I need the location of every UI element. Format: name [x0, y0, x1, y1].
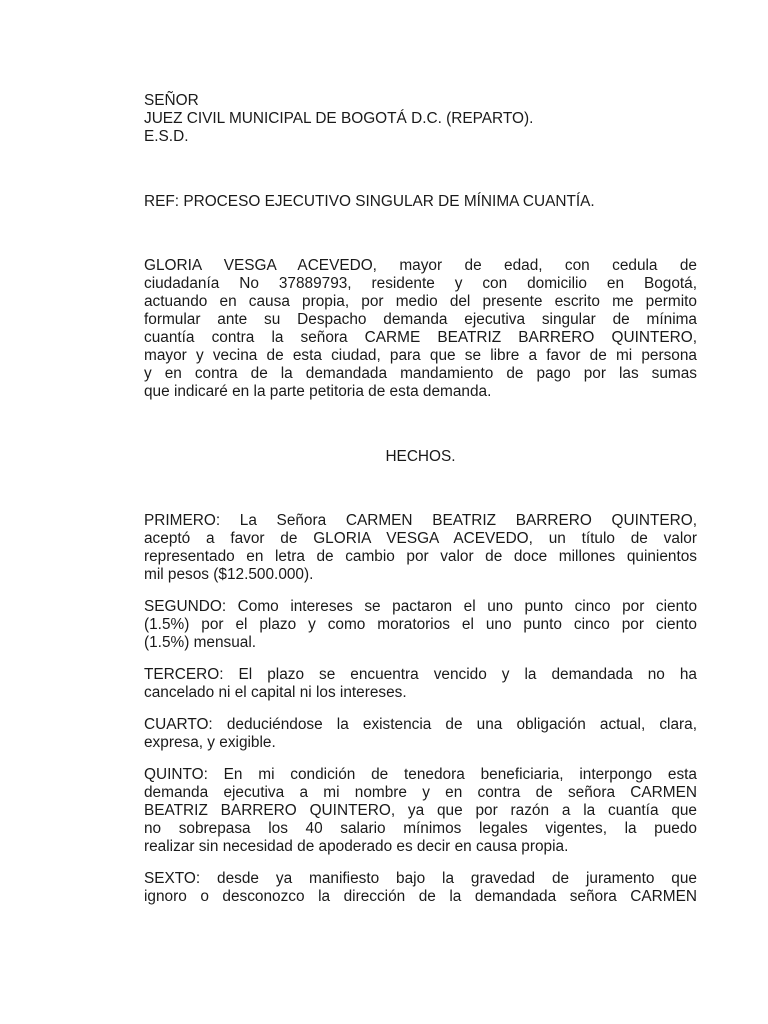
intro-line: y en contra de la demandada mandamiento de pago por las sumas: [144, 365, 697, 382]
fact-sexto: [144, 870, 697, 906]
intro-paragraph: [144, 257, 697, 401]
fact-line: realizar sin necesidad de apoderado es decir en causa propia.: [144, 838, 569, 855]
fact-line: TERCERO: El plazo se encuentra vencido y la demandada no ha: [144, 666, 697, 683]
fact-line: representado en letra de cambio por valor de doce millones quinientos: [144, 548, 697, 565]
intro-line: actuando en causa propia, por medio del presente escrito me permito: [144, 293, 697, 310]
fact-line: QUINTO: En mi condición de tenedora beneficiaria, interpongo esta: [144, 766, 697, 783]
addressee-court: JUEZ CIVIL MUNICIPAL DE BOGOTÁ D.C. (REPARTO).: [144, 110, 534, 127]
addressee-esd: E.S.D.: [144, 128, 189, 145]
fact-segundo: [144, 598, 697, 652]
intro-line: ciudadanía No 37889793, residente y con domicilio en Bogotá,: [144, 275, 697, 292]
reference-text: REF: PROCESO EJECUTIVO SINGULAR DE MÍNIMA CUANTÍA.: [144, 193, 595, 210]
facts-heading: HECHOS.: [385, 448, 456, 465]
fact-line: expresa, y exigible.: [144, 734, 276, 751]
document-page: [144, 92, 697, 906]
intro-line: formular ante su Despacho demanda ejecutiva singular de mínima: [144, 311, 697, 328]
addressee-block: [144, 92, 697, 146]
fact-line: SEGUNDO: Como intereses se pactaron el uno punto cinco por ciento: [144, 598, 697, 615]
fact-primero: [144, 512, 697, 584]
fact-line: BEATRIZ BARRERO QUINTERO, ya que por razón a la cuantía que: [144, 802, 697, 819]
fact-line: cancelado ni el capital ni los intereses.: [144, 684, 407, 701]
fact-quinto: [144, 766, 697, 856]
fact-tercero: [144, 666, 697, 702]
fact-line: CUARTO: deduciéndose la existencia de una obligación actual, clara,: [144, 716, 697, 733]
fact-line: mil pesos ($12.500.000).: [144, 566, 314, 583]
reference-line: [144, 193, 697, 211]
facts-list: [144, 512, 697, 906]
fact-line: (1.5%) mensual.: [144, 634, 257, 651]
fact-line: no sobrepasa los 40 salario mínimos legales vigentes, la puedo: [144, 820, 697, 837]
fact-line: ignoro o desconozco la dirección de la demandada señora CARMEN: [144, 888, 697, 905]
intro-line: mayor y vecina de esta ciudad, para que se libre a favor de mi persona: [144, 347, 697, 364]
addressee-salutation: SEÑOR: [144, 92, 199, 109]
intro-line: GLORIA VESGA ACEVEDO, mayor de edad, con cedula de: [144, 257, 697, 274]
fact-line: aceptó a favor de GLORIA VESGA ACEVEDO, un título de valor: [144, 530, 697, 547]
fact-line: demanda ejecutiva a mi nombre y en contra de señora CARMEN: [144, 784, 697, 801]
fact-line: (1.5%) por el plazo y como moratorios el uno punto cinco por ciento: [144, 616, 697, 633]
intro-line: que indicaré en la parte petitoria de esta demanda.: [144, 383, 492, 400]
fact-line: SEXTO: desde ya manifiesto bajo la gravedad de juramento que: [144, 870, 697, 887]
intro-line: cuantía contra la señora CARME BEATRIZ BARRERO QUINTERO,: [144, 329, 697, 346]
fact-line: PRIMERO: La Señora CARMEN BEATRIZ BARRERO QUINTERO,: [144, 512, 697, 529]
fact-cuarto: [144, 716, 697, 752]
